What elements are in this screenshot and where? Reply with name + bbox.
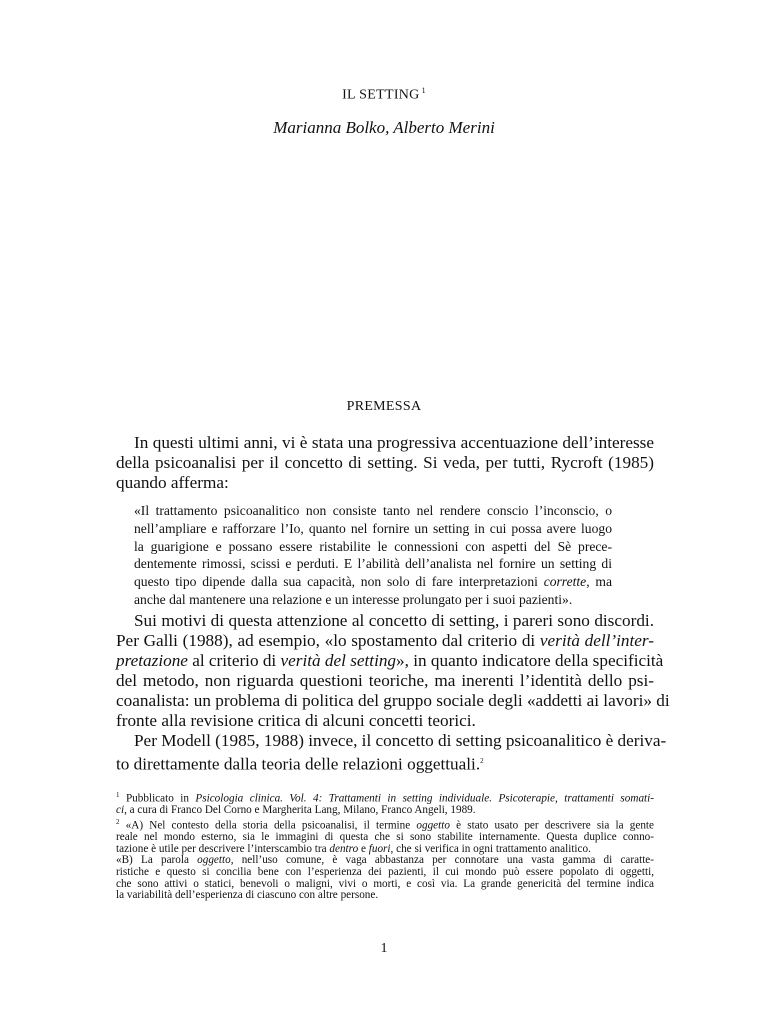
footnote-text: «B) La parola — [116, 854, 198, 867]
footnote-line — [116, 805, 654, 817]
footnote-text: e — [358, 842, 369, 855]
quote-line: dentemente rimossi, scissi e perduti. E l’abilità dell’analista nel fornire un setting di — [134, 556, 612, 572]
quote-line: la guarigione e possano essere ristabilite le connessioni con aspetti del Sè prece- — [134, 538, 612, 554]
text-line — [116, 651, 664, 671]
footnote-emphasis: Psicologia clinica. Vol. 4: Trattamenti in setting individuale. Psicoterapie, trattamenti somati- — [195, 792, 654, 805]
text-run: al criterio di — [187, 651, 281, 670]
footnote-text: tazione è utile per descrivere l’interscambio tra — [116, 842, 330, 855]
footnote-1 — [116, 790, 654, 805]
title-footnote-ref[interactable]: 1 — [421, 86, 426, 95]
footnote-line: la variabilità dell’esperienza di ciascuno con altre persone. — [116, 889, 379, 902]
chapter-title-text: IL SETTING — [342, 87, 420, 103]
page-number: 1 — [380, 941, 388, 956]
text-line — [116, 631, 654, 651]
text-line: Sui motivi di questa attenzione al concetto di setting, i pareri sono discordi. — [134, 611, 654, 630]
footnote-line: ristiche e questo si concilia bene con l’esperienza dei pazienti, il cui mondo può essere popolato di oggetti, — [116, 866, 654, 879]
text-line: Per Modell (1985, 1988) invece, il concetto di setting psicoanalitico è deriva- — [134, 731, 667, 750]
footnote-emphasis: dentro — [329, 842, 359, 855]
text-line: coanalista: un problema di politica del gruppo sociale degli «addetti ai lavori» di — [116, 691, 670, 710]
footnote-text: «A) Nel contesto della storia della psicoanalisi, il termine — [119, 819, 417, 832]
footnote-emphasis: oggetto — [197, 854, 231, 867]
section-heading: PREMESSA — [346, 399, 422, 414]
footnote-line: reale nel mondo esterno, sia le immagini di questa che si sono stabilite internamente. Questa duplice conno- — [116, 831, 654, 844]
quote-emphasis: corrette — [543, 574, 587, 590]
quote-text: questo tipo dipende dalla sua capacità, non solo di fare interpretazioni — [134, 574, 544, 590]
quote-line: anche dal mantenere una relazione e un interesse prolungato per i suoi pazienti». — [134, 591, 573, 607]
text-line: della psicoanalisi per il concetto di setting. Si veda, per tutti, Rycroft (1985) — [116, 453, 654, 472]
quote-text: , ma — [586, 574, 613, 590]
text-line: quando afferma: — [116, 473, 229, 492]
paragraph-discussion — [116, 611, 670, 775]
footnote-mark: 1 — [116, 791, 120, 799]
quote-line: «Il trattamento psicoanalitico non consiste tanto nel rendere conscio l’inconscio, o — [134, 503, 612, 518]
quote-line — [134, 573, 612, 591]
paragraph-intro — [116, 433, 654, 493]
authors: Marianna Bolko, Alberto Merini — [273, 118, 495, 137]
chapter-title — [0, 86, 768, 104]
footnote-text: Pubblicato in — [119, 792, 196, 805]
footnote-ref-2[interactable]: 2 — [480, 757, 484, 765]
text-run: Per Galli (1988), ad esempio, «lo spostamento dal criterio di — [116, 631, 540, 650]
text-emphasis: verità dell’inter- — [539, 631, 654, 650]
footnote-text: , che si verifica in ogni trattamento analitico. — [390, 842, 591, 855]
text-emphasis: pretazione — [116, 651, 188, 670]
text-run: », in quanto indicatore della specificità — [396, 651, 664, 670]
text-run: to direttamente dalla teoria delle relazioni oggettuali. — [116, 754, 481, 774]
block-quote — [134, 502, 612, 609]
footnote-2 — [116, 817, 654, 832]
quote-line: nell’ampliare e rafforzare l’Io, quanto nel fornire un setting in cui possa avere luogo — [134, 520, 612, 536]
text-emphasis: verità del setting — [280, 651, 397, 670]
text-line: fronte alla revisione critica di alcuni concetti teorici. — [116, 711, 476, 730]
footnote-emphasis: oggetto — [416, 819, 450, 832]
footnote-emphasis: ci — [116, 804, 125, 817]
text-line — [116, 751, 654, 775]
footnote-emphasis: fuori — [368, 842, 391, 855]
footnote-mark: 2 — [116, 817, 120, 826]
text-line: In questi ultimi anni, vi è stata una progressiva accentuazione dell’interesse — [134, 433, 654, 452]
footnotes — [116, 790, 654, 902]
footnote-text: è stato usato per descrivere sia la gente — [449, 819, 654, 832]
text-line: del metodo, non riguarda questioni teoriche, ma inerenti l’identità dello psi- — [116, 671, 654, 690]
footnote-line: che sono attivi o statici, benevoli o maligni, vivi o morti, e così via. La grande genericità del termine indica — [116, 877, 654, 890]
footnote-text: , nell’uso comune, è vaga abbastanza per connotare una vasta gamma di caratte- — [230, 854, 654, 867]
footnote-text: , a cura di Franco Del Corno e Margherita Lang, Milano, Franco Angeli, 1989. — [124, 804, 476, 817]
